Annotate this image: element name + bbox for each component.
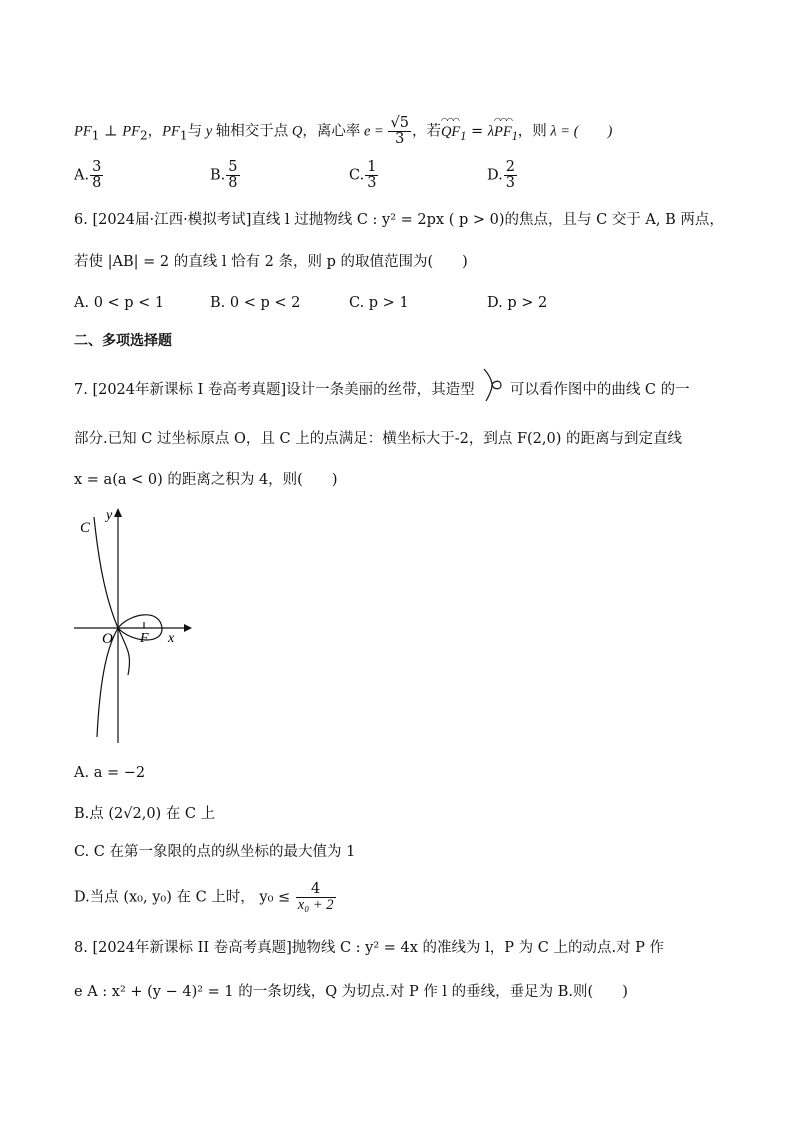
vector-qf1: ◠◠◠ $QF_1$ bbox=[441, 122, 466, 146]
q5-option-c[interactable]: C. $\frac{1}{3}$ bbox=[349, 159, 377, 191]
curve-c-graph bbox=[72, 505, 192, 745]
vector-pf1: ◠◠◠ $PF_1$ bbox=[494, 122, 518, 146]
q6-option-d[interactable]: D. p > 2 bbox=[487, 295, 548, 311]
ribbon-shape-icon bbox=[481, 368, 503, 402]
q8-stem-line1: 8. [2024年新课标 II 卷高考真题]抛物线 C : y² = 4x 的准线为 l，P 为 C 上的动点.对 P 作 bbox=[74, 940, 665, 956]
q7-option-d[interactable]: D.当点 (x₀, y₀) 在 C 上时， y₀ ≤ $\frac{4}{\text{x₀ + 2}}$ bbox=[74, 881, 334, 913]
q5-option-b[interactable]: B. $\frac{5}{8}$ bbox=[210, 159, 238, 191]
q6-option-a[interactable]: A. 0 < p < 1 bbox=[74, 295, 165, 311]
q7-option-d-fraction: $\frac{4}{\text{x₀ + 2}}$ bbox=[297, 881, 334, 913]
q7-stem-line3: x = a(a < 0) 的距离之积为 4，则( ) bbox=[74, 472, 338, 488]
label-f: F bbox=[140, 631, 149, 646]
label-y: y bbox=[106, 508, 113, 523]
label-o: O bbox=[102, 631, 113, 647]
x-axis-arrow-icon bbox=[184, 624, 192, 632]
curve-c-upper-branch bbox=[94, 517, 130, 675]
q6-option-b[interactable]: B. 0 < p < 2 bbox=[210, 295, 301, 311]
q7-option-b[interactable]: B.点 (2√2,0) 在 C 上 bbox=[74, 806, 216, 822]
q7-stem-line1: 7. [2024年新课标 I 卷高考真题]设计一条美丽的丝带，其造型 可以看作图中的曲线 C 的一 bbox=[74, 378, 690, 402]
q6-option-c[interactable]: C. p > 1 bbox=[349, 295, 409, 311]
section-heading-multiple-choice: 二、多项选择题 bbox=[74, 333, 172, 349]
label-c: C bbox=[80, 520, 91, 536]
q7-option-a[interactable]: A. a = −2 bbox=[74, 765, 146, 781]
q8-stem-line2: e A : x² + (y − 4)² = 1 的一条切线，Q 为切点.对 P 作 l 的垂线，垂足为 B.则( ) bbox=[74, 984, 628, 1000]
q7-stem-line2: 部分.已知 C 过坐标原点 O，且 C 上的点满足：横坐标大于-2，到点 F(2,0) 的距离与到定直线 bbox=[74, 431, 683, 447]
y-axis-arrow-icon bbox=[114, 508, 122, 517]
q5-stem: $PF_1$ ⊥ $PF_2$，$PF_1$与 y 轴相交于点 Q，离心率 e = $\frac{√5}{3}$ ，若◠◠◠ $QF_1$ = λ◠◠◠ $PF_1$，则 λ = ( ) bbox=[74, 116, 612, 147]
eccentricity-fraction: $\frac{√5}{3}$ bbox=[390, 115, 409, 147]
q5-option-a[interactable]: A. $\frac{3}{8}$ bbox=[74, 159, 102, 191]
q6-stem-line1: 6. [2024届·江西·模拟考试]直线 l 过抛物线 C : y² = 2px ( p > 0)的焦点，且与 C 交于 A, B 两点， bbox=[74, 212, 724, 228]
label-x: x bbox=[168, 631, 175, 646]
q6-stem-line2: 若使 |AB| = 2 的直线 l 恰有 2 条，则 p 的取值范围为( ) bbox=[74, 254, 468, 270]
q5-option-d[interactable]: D. $\frac{2}{3}$ bbox=[487, 159, 515, 191]
q7-option-c[interactable]: C. C 在第一象限的点的纵坐标的最大值为 1 bbox=[74, 844, 356, 860]
